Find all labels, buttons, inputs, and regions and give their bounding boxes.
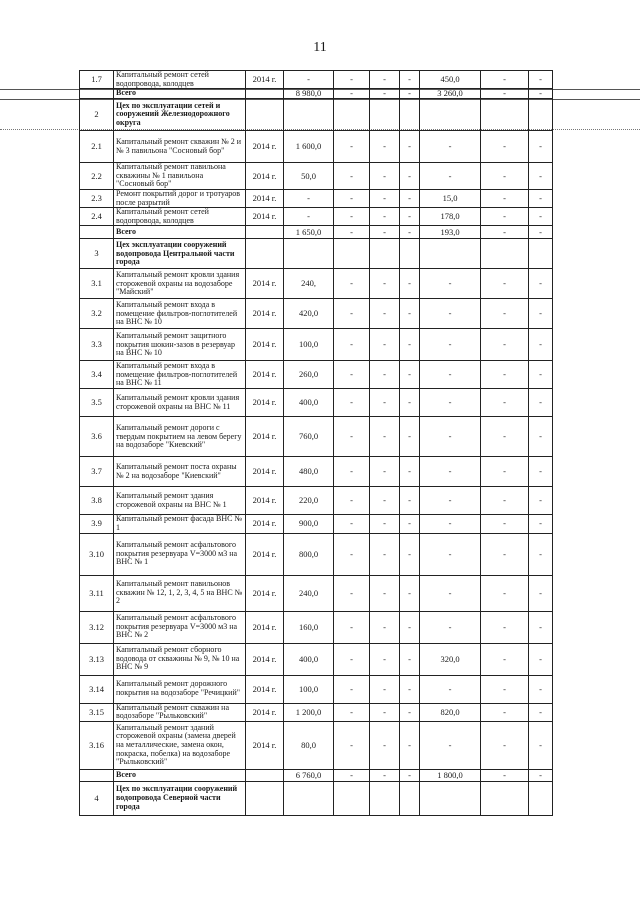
- year-cell: 2014 г.: [246, 533, 284, 575]
- value-cell: -: [481, 487, 529, 515]
- value-cell: -: [370, 329, 400, 361]
- value-cell: -: [370, 299, 400, 329]
- row-number-cell: 3.12: [80, 611, 114, 643]
- value-cell: -: [420, 131, 481, 163]
- value-cell: 178,0: [420, 208, 481, 226]
- value-cell: [370, 239, 400, 269]
- item-name-cell: Цех эксплуатации сооружений водопровода Центральной части города: [114, 239, 246, 269]
- value-cell: [481, 781, 529, 815]
- value-cell: -: [481, 769, 529, 781]
- value-cell: -: [529, 515, 553, 533]
- table-row: [80, 487, 573, 515]
- value-cell: 1 600,0: [284, 131, 334, 163]
- value-cell: -: [334, 611, 370, 643]
- table-row: [80, 163, 573, 190]
- value-cell: -: [481, 208, 529, 226]
- value-cell: -: [481, 361, 529, 389]
- item-name-cell: Всего: [114, 769, 246, 781]
- table-row: [80, 208, 573, 226]
- value-cell: -: [400, 575, 420, 611]
- item-name-cell: Капитальный ремонт павильонов скважин № 12, 1, 2, 3, 4, 5 на ВНС № 2: [114, 575, 246, 611]
- value-cell: -: [529, 487, 553, 515]
- page-number: 11: [313, 40, 327, 55]
- table-row: [80, 675, 573, 703]
- value-cell: -: [370, 487, 400, 515]
- value-cell: -: [400, 131, 420, 163]
- year-cell: 2014 г.: [246, 269, 284, 299]
- value-cell: 160,0: [284, 611, 334, 643]
- table-row: [80, 417, 573, 457]
- value-cell: -: [370, 89, 400, 99]
- year-cell: [246, 89, 284, 99]
- value-cell: -: [481, 269, 529, 299]
- value-cell: 400,0: [284, 389, 334, 417]
- value-cell: -: [334, 226, 370, 239]
- row-number-cell: 3.5: [80, 389, 114, 417]
- value-cell: -: [529, 361, 553, 389]
- value-cell: [481, 99, 529, 131]
- table-row: [80, 703, 573, 721]
- row-number-cell: 3.3: [80, 329, 114, 361]
- table-row: [80, 269, 573, 299]
- value-cell: -: [370, 457, 400, 487]
- value-cell: -: [400, 89, 420, 99]
- value-cell: -: [529, 189, 553, 207]
- value-cell: -: [334, 703, 370, 721]
- row-number-cell: 2.2: [80, 163, 114, 190]
- value-cell: [334, 781, 370, 815]
- year-cell: 2014 г.: [246, 417, 284, 457]
- value-cell: 240,: [284, 269, 334, 299]
- table-row: [80, 239, 573, 269]
- value-cell: -: [420, 721, 481, 769]
- row-number-cell: 4: [80, 781, 114, 815]
- value-cell: 3 260,0: [420, 89, 481, 99]
- table-row: [80, 189, 573, 207]
- row-number-cell: 3.4: [80, 361, 114, 389]
- table-row: [80, 533, 573, 575]
- item-name-cell: Капитальный ремонт асфальтового покрытия резервуара V=3000 м3 на ВНС № 2: [114, 611, 246, 643]
- value-cell: -: [334, 71, 370, 89]
- value-cell: -: [420, 361, 481, 389]
- value-cell: -: [481, 703, 529, 721]
- value-cell: -: [400, 703, 420, 721]
- value-cell: -: [284, 71, 334, 89]
- value-cell: -: [334, 417, 370, 457]
- value-cell: [420, 781, 481, 815]
- value-cell: -: [529, 89, 553, 99]
- value-cell: 400,0: [284, 643, 334, 675]
- value-cell: -: [529, 208, 553, 226]
- value-cell: -: [334, 389, 370, 417]
- value-cell: -: [529, 299, 553, 329]
- row-number-cell: 3.7: [80, 457, 114, 487]
- value-cell: -: [529, 71, 553, 89]
- value-cell: -: [400, 329, 420, 361]
- item-name-cell: Капитальный ремонт дорожного покрытия на водозаборе "Речицкий": [114, 675, 246, 703]
- item-name-cell: Капитальный ремонт скважин № 2 и № 3 павильона "Сосновый бор": [114, 131, 246, 163]
- value-cell: -: [334, 89, 370, 99]
- value-cell: [400, 99, 420, 131]
- table-row: [80, 299, 573, 329]
- value-cell: -: [420, 329, 481, 361]
- value-cell: -: [420, 575, 481, 611]
- value-cell: -: [334, 643, 370, 675]
- table-row: [80, 71, 573, 89]
- row-number-cell: 2.3: [80, 189, 114, 207]
- value-cell: -: [370, 721, 400, 769]
- value-cell: -: [334, 329, 370, 361]
- value-cell: -: [481, 643, 529, 675]
- value-cell: -: [529, 675, 553, 703]
- value-cell: 1 650,0: [284, 226, 334, 239]
- value-cell: 420,0: [284, 299, 334, 329]
- table-row: [80, 389, 573, 417]
- value-cell: -: [529, 417, 553, 457]
- item-name-cell: Капитальный ремонт защитного покрытия шокин-зазов в резервуар на ВНС № 10: [114, 329, 246, 361]
- value-cell: -: [370, 71, 400, 89]
- year-cell: 2014 г.: [246, 389, 284, 417]
- value-cell: 220,0: [284, 487, 334, 515]
- value-cell: -: [370, 643, 400, 675]
- table-row: [80, 515, 573, 533]
- year-cell: 2014 г.: [246, 721, 284, 769]
- value-cell: -: [529, 769, 553, 781]
- value-cell: -: [420, 533, 481, 575]
- item-name-cell: Цех по эксплуатации сооружений водопровода Северной части города: [114, 781, 246, 815]
- value-cell: -: [481, 131, 529, 163]
- item-name-cell: Капитальный ремонт поста охраны № 2 на водозаборе "Киевский": [114, 457, 246, 487]
- value-cell: 193,0: [420, 226, 481, 239]
- value-cell: -: [400, 457, 420, 487]
- value-cell: -: [400, 611, 420, 643]
- item-name-cell: Капитальный ремонт кровли здания сторожевой охраны на ВНС № 11: [114, 389, 246, 417]
- value-cell: [284, 781, 334, 815]
- item-name-cell: Цех по эксплуатации сетей и сооружений Железнодорожного округа: [114, 99, 246, 131]
- value-cell: -: [529, 329, 553, 361]
- value-cell: 800,0: [284, 533, 334, 575]
- value-cell: 480,0: [284, 457, 334, 487]
- value-cell: -: [284, 208, 334, 226]
- year-cell: 2014 г.: [246, 487, 284, 515]
- value-cell: -: [400, 643, 420, 675]
- year-cell: [246, 99, 284, 131]
- table-row: [80, 721, 573, 769]
- item-name-cell: Капитальный ремонт зданий сторожевой охраны (замена дверей на металлические, замена окон, покраска, побелка) на водозаборе "Рыльковский": [114, 721, 246, 769]
- value-cell: 50,0: [284, 163, 334, 190]
- value-cell: 900,0: [284, 515, 334, 533]
- value-cell: -: [529, 703, 553, 721]
- value-cell: -: [400, 533, 420, 575]
- year-cell: 2014 г.: [246, 163, 284, 190]
- item-name-cell: Капитальный ремонт кровли здания сторожевой охраны на водозаборе "Майский": [114, 269, 246, 299]
- value-cell: -: [400, 71, 420, 89]
- value-cell: 100,0: [284, 329, 334, 361]
- year-cell: 2014 г.: [246, 189, 284, 207]
- item-name-cell: Капитальный ремонт скважин на водозаборе "Рыльковский": [114, 703, 246, 721]
- row-number-cell: 3: [80, 239, 114, 269]
- value-cell: -: [481, 89, 529, 99]
- year-cell: 2014 г.: [246, 208, 284, 226]
- value-cell: 80,0: [284, 721, 334, 769]
- table-row: [80, 769, 573, 781]
- row-number-cell: 2.1: [80, 131, 114, 163]
- row-number-cell: 3.15: [80, 703, 114, 721]
- value-cell: -: [400, 226, 420, 239]
- row-number-cell: 3.10: [80, 533, 114, 575]
- value-cell: -: [420, 269, 481, 299]
- value-cell: -: [420, 611, 481, 643]
- value-cell: -: [481, 226, 529, 239]
- value-cell: -: [400, 208, 420, 226]
- value-cell: -: [334, 721, 370, 769]
- row-number-cell: 3.8: [80, 487, 114, 515]
- table-row: [80, 131, 573, 163]
- value-cell: -: [481, 575, 529, 611]
- value-cell: -: [370, 226, 400, 239]
- table-row: [80, 329, 573, 361]
- value-cell: -: [334, 487, 370, 515]
- row-number-cell: 2.4: [80, 208, 114, 226]
- value-cell: [284, 99, 334, 131]
- value-cell: 8 980,0: [284, 89, 334, 99]
- value-cell: -: [420, 163, 481, 190]
- value-cell: -: [420, 515, 481, 533]
- value-cell: 100,0: [284, 675, 334, 703]
- value-cell: -: [481, 417, 529, 457]
- value-cell: -: [481, 163, 529, 190]
- value-cell: -: [334, 457, 370, 487]
- value-cell: -: [400, 269, 420, 299]
- value-cell: -: [370, 533, 400, 575]
- value-cell: [529, 781, 553, 815]
- row-number-cell: [80, 89, 114, 99]
- table-row: [80, 781, 573, 815]
- row-number-cell: 3.13: [80, 643, 114, 675]
- value-cell: -: [400, 487, 420, 515]
- year-cell: 2014 г.: [246, 515, 284, 533]
- value-cell: -: [481, 189, 529, 207]
- item-name-cell: Капитальный ремонт входа в помещение фильтров-поглотителей на ВНС № 11: [114, 361, 246, 389]
- value-cell: -: [420, 675, 481, 703]
- item-name-cell: Капитальный ремонт дороги с твердым покрытием на левом берегу на водозаборе "Киевский": [114, 417, 246, 457]
- table-row: [80, 643, 573, 675]
- value-cell: -: [370, 703, 400, 721]
- value-cell: -: [400, 189, 420, 207]
- year-cell: 2014 г.: [246, 71, 284, 89]
- item-name-cell: Капитальный ремонт входа в помещение фильтров-поглотителей на ВНС № 10: [114, 299, 246, 329]
- table-row: [80, 226, 573, 239]
- value-cell: [529, 239, 553, 269]
- row-number-cell: 3.16: [80, 721, 114, 769]
- year-cell: 2014 г.: [246, 361, 284, 389]
- year-cell: 2014 г.: [246, 703, 284, 721]
- year-cell: [246, 781, 284, 815]
- year-cell: 2014 г.: [246, 299, 284, 329]
- value-cell: [334, 239, 370, 269]
- value-cell: [420, 239, 481, 269]
- table-row: [80, 361, 573, 389]
- table-row: [80, 89, 573, 99]
- row-number-cell: 1.7: [80, 71, 114, 89]
- value-cell: -: [334, 189, 370, 207]
- value-cell: -: [400, 417, 420, 457]
- year-cell: [246, 239, 284, 269]
- value-cell: -: [420, 389, 481, 417]
- value-cell: -: [334, 163, 370, 190]
- value-cell: -: [420, 457, 481, 487]
- row-number-cell: 3.1: [80, 269, 114, 299]
- value-cell: -: [370, 675, 400, 703]
- value-cell: -: [370, 131, 400, 163]
- item-name-cell: Всего: [114, 226, 246, 239]
- value-cell: -: [529, 643, 553, 675]
- value-cell: -: [370, 189, 400, 207]
- value-cell: -: [481, 611, 529, 643]
- value-cell: [334, 99, 370, 131]
- year-cell: 2014 г.: [246, 131, 284, 163]
- year-cell: [246, 769, 284, 781]
- row-number-cell: 3.2: [80, 299, 114, 329]
- value-cell: -: [400, 361, 420, 389]
- value-cell: -: [370, 389, 400, 417]
- row-number-cell: 3.14: [80, 675, 114, 703]
- value-cell: 320,0: [420, 643, 481, 675]
- value-cell: 15,0: [420, 189, 481, 207]
- value-cell: -: [370, 208, 400, 226]
- value-cell: [400, 239, 420, 269]
- item-name-cell: Всего: [114, 89, 246, 99]
- value-cell: -: [334, 208, 370, 226]
- value-cell: -: [370, 269, 400, 299]
- item-name-cell: Капитальный ремонт асфальтового покрытия резервуара V=3000 м3 на ВНС № 1: [114, 533, 246, 575]
- value-cell: 820,0: [420, 703, 481, 721]
- value-cell: -: [400, 675, 420, 703]
- year-cell: 2014 г.: [246, 575, 284, 611]
- value-cell: [529, 99, 553, 131]
- value-cell: -: [529, 163, 553, 190]
- year-cell: 2014 г.: [246, 675, 284, 703]
- value-cell: -: [529, 533, 553, 575]
- table-row: [80, 457, 573, 487]
- value-cell: -: [481, 675, 529, 703]
- row-number-cell: [80, 226, 114, 239]
- value-cell: -: [400, 299, 420, 329]
- value-cell: 1 800,0: [420, 769, 481, 781]
- value-cell: -: [370, 611, 400, 643]
- value-cell: 760,0: [284, 417, 334, 457]
- value-cell: [481, 239, 529, 269]
- year-cell: [246, 226, 284, 239]
- year-cell: 2014 г.: [246, 611, 284, 643]
- value-cell: -: [529, 575, 553, 611]
- value-cell: -: [481, 389, 529, 417]
- value-cell: -: [334, 131, 370, 163]
- value-cell: -: [334, 515, 370, 533]
- value-cell: 450,0: [420, 71, 481, 89]
- item-name-cell: Капитальный ремонт сборного водовода от скважины № 9, № 10 на ВНС № 9: [114, 643, 246, 675]
- value-cell: -: [420, 299, 481, 329]
- value-cell: -: [400, 769, 420, 781]
- value-cell: [370, 99, 400, 131]
- value-cell: -: [334, 675, 370, 703]
- row-number-cell: 3.6: [80, 417, 114, 457]
- value-cell: -: [529, 457, 553, 487]
- item-name-cell: Капитальный ремонт сетей водопровода, колодцев: [114, 208, 246, 226]
- value-cell: [400, 781, 420, 815]
- item-name-cell: Капитальный ремонт фасада ВНС № 1: [114, 515, 246, 533]
- value-cell: -: [529, 611, 553, 643]
- value-cell: [370, 781, 400, 815]
- value-cell: 6 760,0: [284, 769, 334, 781]
- value-cell: -: [334, 575, 370, 611]
- value-cell: -: [481, 515, 529, 533]
- value-cell: -: [529, 721, 553, 769]
- value-cell: -: [420, 417, 481, 457]
- value-cell: [284, 239, 334, 269]
- value-cell: -: [334, 533, 370, 575]
- value-cell: -: [529, 226, 553, 239]
- value-cell: -: [334, 299, 370, 329]
- table-row: [80, 575, 573, 611]
- value-cell: -: [370, 163, 400, 190]
- value-cell: -: [370, 575, 400, 611]
- row-number-cell: 2: [80, 99, 114, 131]
- value-cell: -: [334, 361, 370, 389]
- value-cell: -: [370, 769, 400, 781]
- value-cell: -: [400, 721, 420, 769]
- value-cell: -: [370, 515, 400, 533]
- value-cell: -: [400, 515, 420, 533]
- value-cell: -: [400, 163, 420, 190]
- value-cell: -: [481, 721, 529, 769]
- value-cell: -: [529, 269, 553, 299]
- year-cell: 2014 г.: [246, 457, 284, 487]
- value-cell: -: [334, 769, 370, 781]
- value-cell: -: [284, 189, 334, 207]
- value-cell: -: [481, 329, 529, 361]
- value-cell: 260,0: [284, 361, 334, 389]
- value-cell: -: [481, 457, 529, 487]
- value-cell: -: [370, 361, 400, 389]
- item-name-cell: Капитальный ремонт павильона скважины № 1 павильона "Сосновый бор": [114, 163, 246, 190]
- table-row: [80, 99, 573, 131]
- value-cell: -: [334, 269, 370, 299]
- value-cell: -: [481, 71, 529, 89]
- value-cell: -: [529, 131, 553, 163]
- value-cell: 1 200,0: [284, 703, 334, 721]
- value-cell: -: [420, 487, 481, 515]
- value-cell: 240,0: [284, 575, 334, 611]
- value-cell: -: [481, 299, 529, 329]
- value-cell: -: [400, 389, 420, 417]
- value-cell: [420, 99, 481, 131]
- row-number-cell: [80, 769, 114, 781]
- table-row: [80, 611, 573, 643]
- value-cell: -: [529, 389, 553, 417]
- budget-table: [79, 70, 573, 816]
- row-number-cell: 3.9: [80, 515, 114, 533]
- item-name-cell: Капитальный ремонт сетей водопровода, колодцев: [114, 71, 246, 89]
- year-cell: 2014 г.: [246, 643, 284, 675]
- item-name-cell: Капитальный ремонт здания сторожевой охраны на ВНС № 1: [114, 487, 246, 515]
- value-cell: -: [370, 417, 400, 457]
- year-cell: 2014 г.: [246, 329, 284, 361]
- value-cell: -: [481, 533, 529, 575]
- row-number-cell: 3.11: [80, 575, 114, 611]
- item-name-cell: Ремонт покрытий дорог и тротуаров после разрытий: [114, 189, 246, 207]
